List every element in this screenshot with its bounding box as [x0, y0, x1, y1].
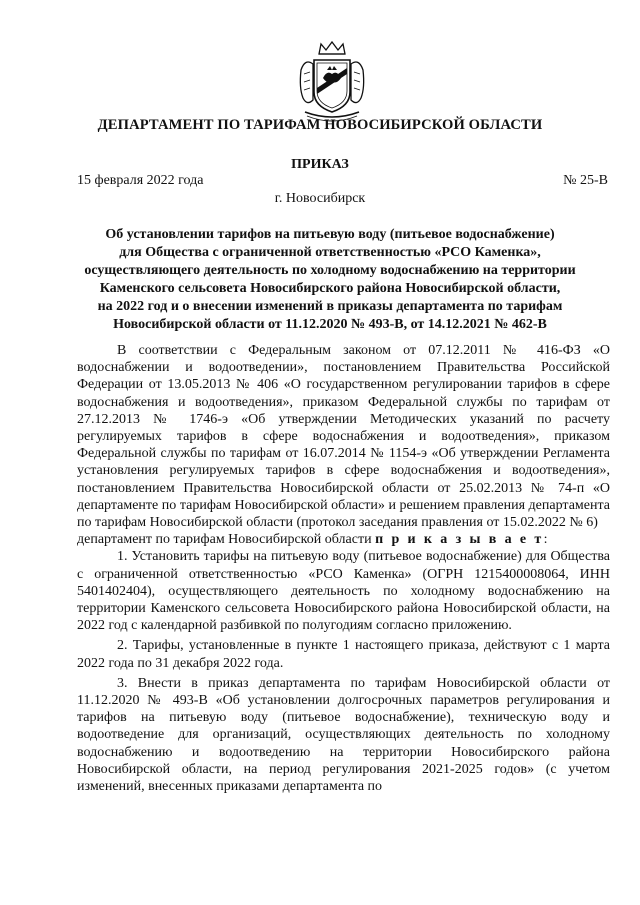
heading-line: осуществляющего деятельность по холодному водоснабжению на территории: [84, 263, 576, 278]
document-type: ПРИКАЗ: [291, 157, 349, 172]
heading-line: Новосибирской области от 11.12.2020 № 493-В, от 14.12.2021 № 462-В: [113, 317, 547, 332]
orders-colon: :: [543, 532, 548, 548]
heading-line: на 2022 год и о внесении изменений в приказы департамента по тарифам: [97, 299, 563, 314]
order-item-1: 1. Установить тарифы на питьевую воду (питьевое водоснабжение) для Общества с ограниченной ответственностью «РСО Каменка» (ОГРН 1215400008064, ИНН 5401402404), осуществляющего деятельность по холодному водоснабжению на территории Каменского сельсовета Новосибирского района Новосибирской области, на 2022 год с календарной разбивкой по полугодиям согласно приложению.: [77, 549, 610, 634]
orders-line: [77, 531, 610, 548]
order-number: № 25-В: [563, 173, 608, 188]
orders-prefix: департамент по тарифам Новосибирской области: [77, 532, 372, 548]
city: г. Новосибирск: [274, 191, 366, 206]
order-item-2: 2. Тарифы, установленные в пункте 1 настоящего приказа, действуют с 1 марта 2022 года по 31 декабря 2022 года.: [77, 638, 610, 671]
orders-word: п р и к а з ы в а е т: [375, 532, 544, 548]
heading-line: для Общества с ограниченной ответственностью «РСО Каменка»,: [119, 245, 541, 260]
preamble-paragraph: В соответствии с Федеральным законом от 07.12.2011 № 416-ФЗ «О водоснабжении и водоотведении», постановлением Правительства Российской Федерации от 13.05.2013 № 406 «О государственном регулировании тарифов в сфере водоснабжения и водоотведения», приказом Федеральной службы по тарифам от 27.12.2013 № 1746-э «Об утверждении Методических указаний по расчету регулируемых тарифов в сфере водоснабжения и водоотведения», приказом Федеральной службы по тарифам от 16.07.2014 № 1154-э «Об утверждении Регламента установления регулируемых тарифов в сфере водоснабжения и водоотведения», постановлением Правительства Новосибирской области от 25.02.2013 № 74-п «О департаменте по тарифам Новосибирской области» и решением правления департамента по тарифам Новосибирской области (протокол заседания правления от 15.02.2022 № 6): [77, 343, 610, 531]
coat-of-arms-icon: [297, 40, 367, 122]
order-body: [77, 342, 610, 795]
heading-line: Об установлении тарифов на питьевую воду (питьевое водоснабжение): [105, 227, 555, 242]
order-date: 15 февраля 2022 года: [77, 173, 204, 188]
department-title: ДЕПАРТАМЕНТ ПО ТАРИФАМ НОВОСИБИРСКОЙ ОБЛАСТИ: [97, 117, 543, 133]
order-item-3: 3. Внести в приказ департамента по тарифам Новосибирской области от 11.12.2020 № 493-В «Об установлении долгосрочных параметров регулирования и тарифов на питьевую воду (питьевое водоснабжение), техническую воду и водоотведение для организаций, осуществляющих деятельность по холодному водоснабжению и водоотведению на территории Новосибирского района Новосибирской области, на период регулирования 2021-2025 годов» (с учетом изменений, внесенных приказами департамента по: [77, 675, 610, 795]
order-heading: [70, 226, 590, 334]
heading-line: Каменского сельсовета Новосибирского района Новосибирской области,: [99, 281, 561, 296]
